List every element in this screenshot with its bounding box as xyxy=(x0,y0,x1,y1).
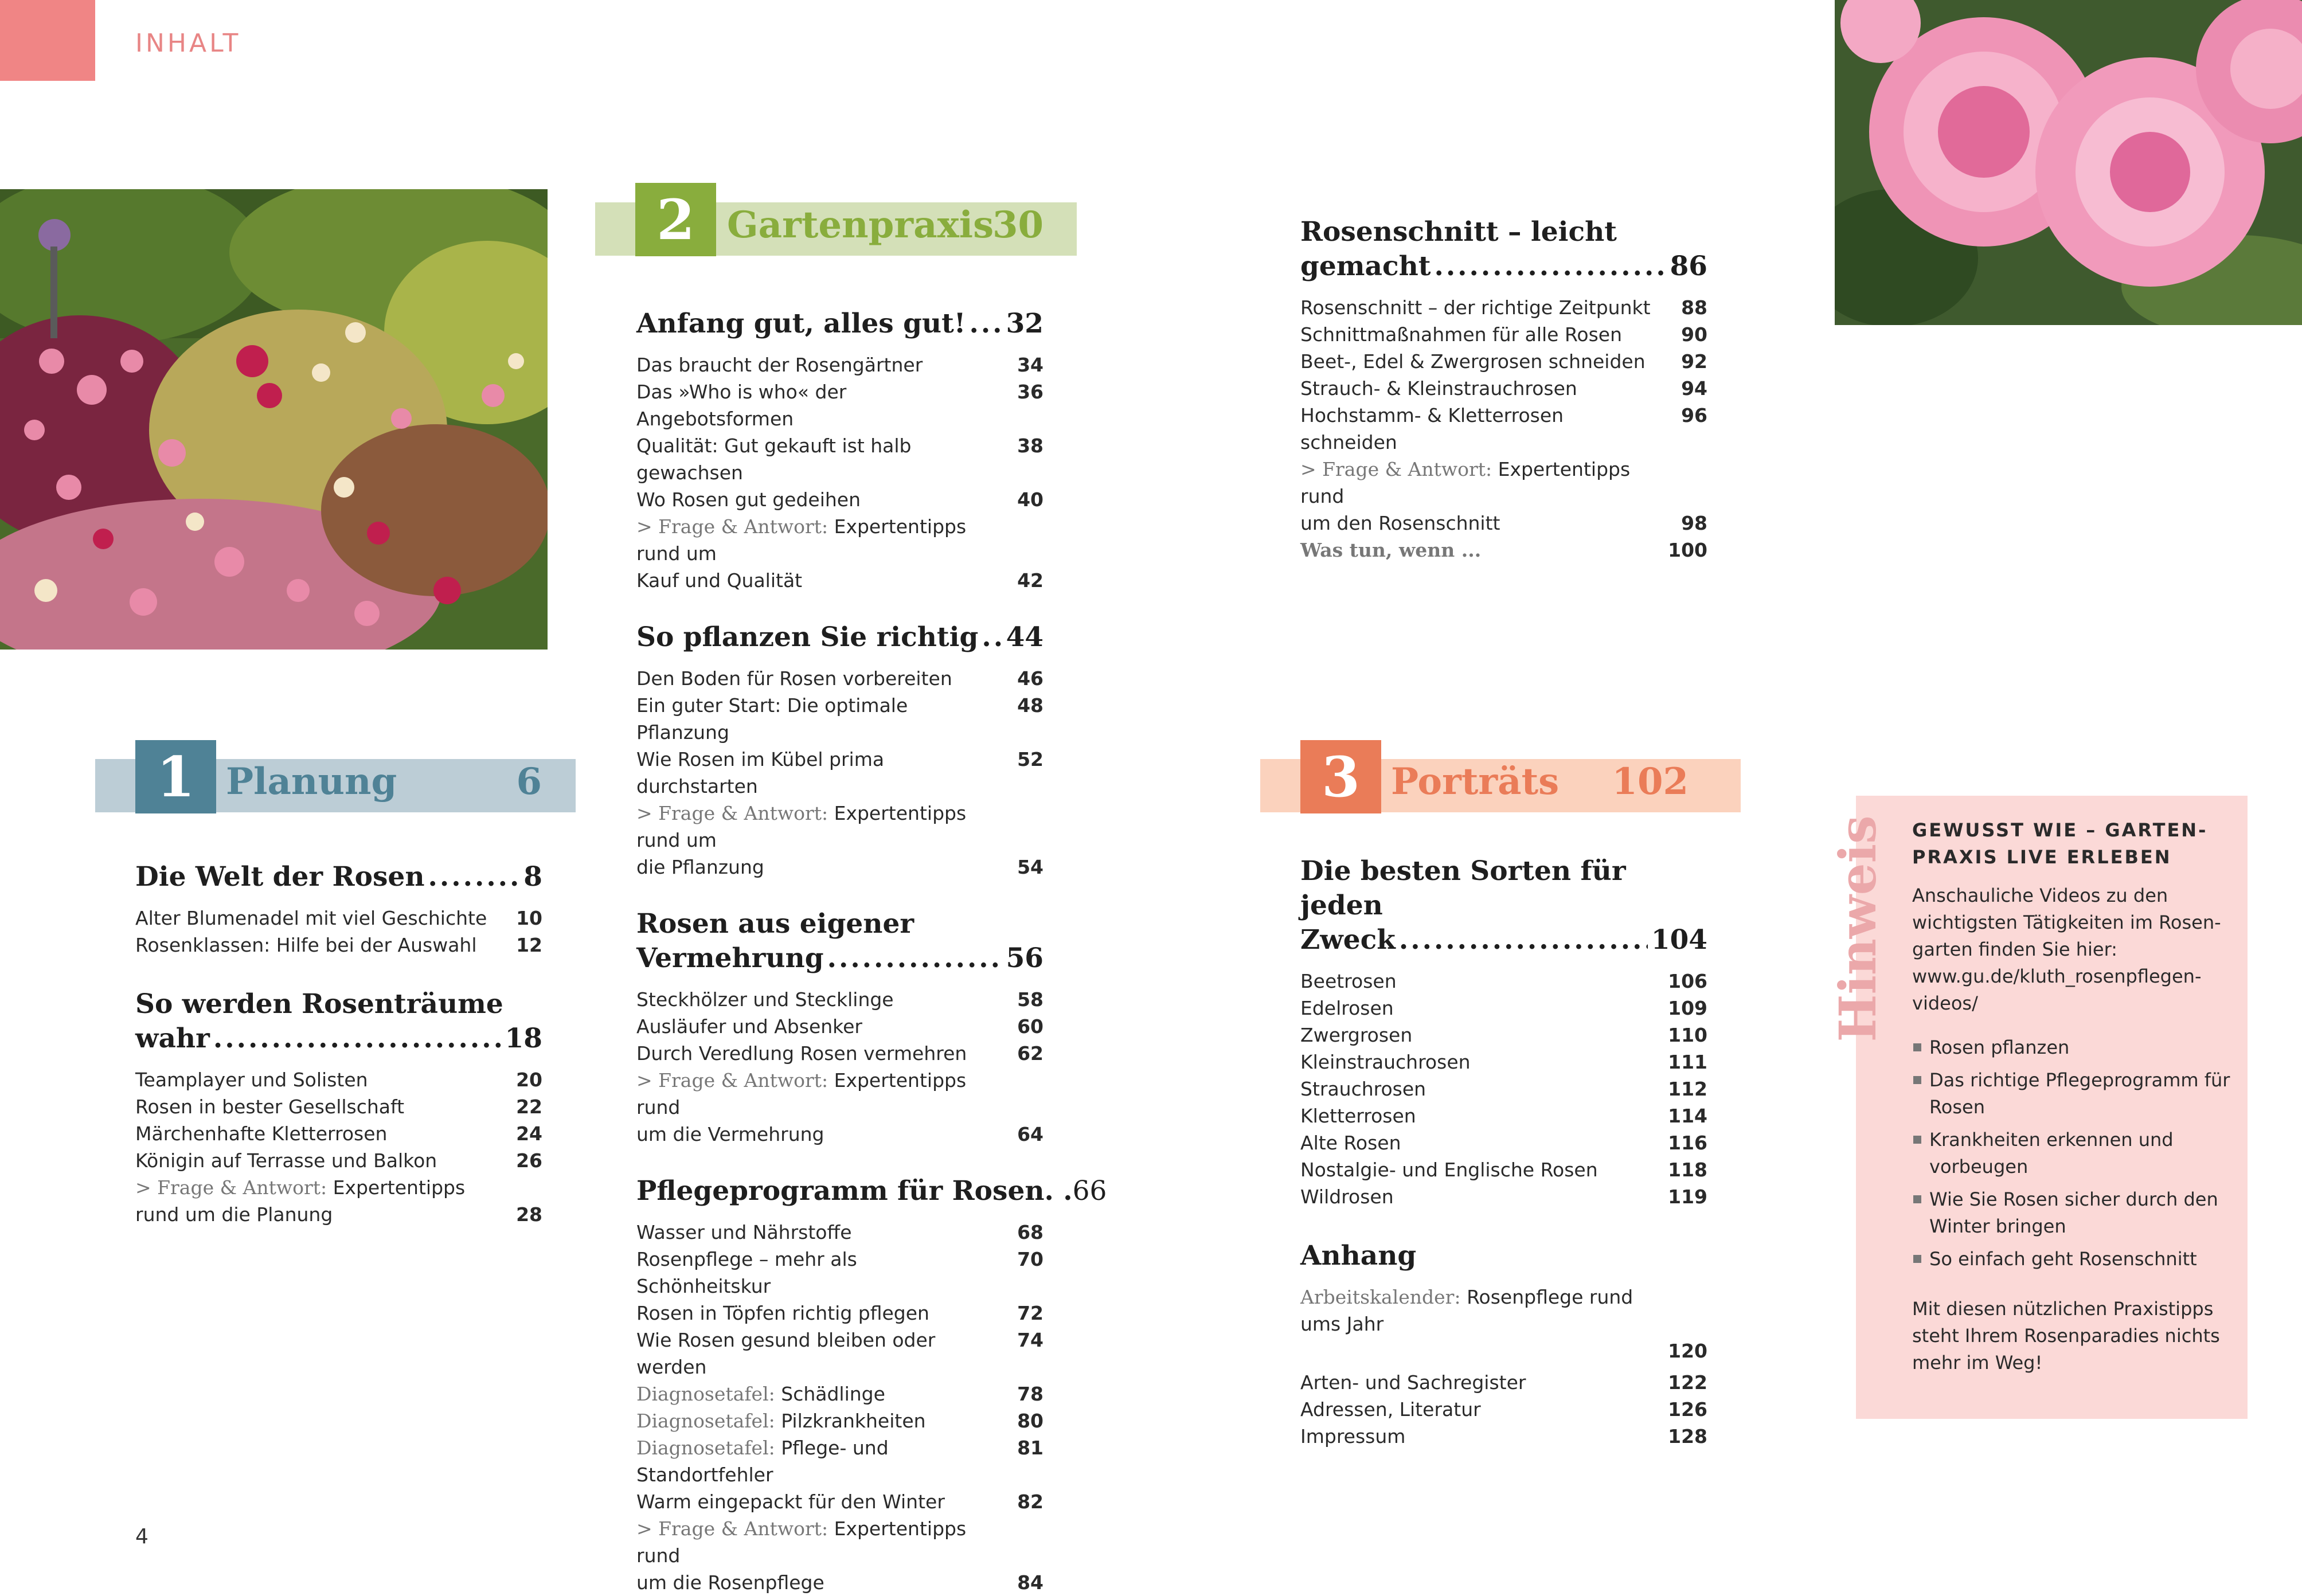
toc-section[interactable] xyxy=(1300,854,1707,957)
toc-entry[interactable] xyxy=(636,513,1043,594)
entry-text: Expertentipps rund xyxy=(636,1517,967,1567)
garden-photo-graphic xyxy=(0,189,548,650)
entry-title: Kletterrosen xyxy=(1300,1105,1416,1127)
entry-text: Expertentipps rund xyxy=(636,1069,967,1118)
hint-list-item: So einfach geht Rosenschnitt xyxy=(1912,1246,2233,1273)
hint-title-line1: GEWUSST WIE – GARTEN- xyxy=(1912,819,2208,841)
garden-photo xyxy=(0,189,548,650)
entry-title: Rosen in bester Gesellschaft xyxy=(135,1096,405,1118)
entry-page: 12 xyxy=(516,934,542,956)
entry-title xyxy=(1300,537,1667,564)
entry-title: Rosenpflege – mehr als Schönheitskur xyxy=(636,1248,857,1297)
toc-entry[interactable] xyxy=(1300,537,1707,564)
page-number: 4 xyxy=(135,1525,148,1548)
chapter2-page: 30 xyxy=(992,204,1043,247)
toc-entry[interactable] xyxy=(636,1067,1043,1148)
hint-list xyxy=(1912,1034,2233,1273)
entry-page: 34 xyxy=(1017,354,1043,376)
toc-entry[interactable] xyxy=(1300,348,1707,375)
toc-entry[interactable] xyxy=(636,351,1043,378)
frage-antwort-label: > Frage & Antwort: xyxy=(636,1069,828,1092)
toc-entry[interactable] xyxy=(1300,1423,1707,1450)
entry-title: Rosen in Töpfen richtig pflegen xyxy=(636,1302,929,1324)
chapter1-title: Planung xyxy=(226,760,397,803)
dot-leader xyxy=(827,941,1003,976)
entry-text: Schädlinge xyxy=(781,1383,885,1405)
toc-entry[interactable] xyxy=(1300,294,1707,321)
section-title-line2: wahr xyxy=(135,1023,210,1054)
frage-antwort-label: > Frage & Antwort: xyxy=(135,1176,327,1199)
entry-page: 36 xyxy=(1017,381,1043,403)
entry-page: 28 xyxy=(516,1203,542,1226)
toc-entry[interactable] xyxy=(636,1040,1043,1067)
toc-entry[interactable] xyxy=(135,932,542,959)
entry-text: Expertentipps rund um xyxy=(636,802,967,851)
hint-content xyxy=(1912,817,2233,1376)
toc-entry[interactable] xyxy=(636,1488,1043,1515)
chapter2-number: 2 xyxy=(635,183,716,256)
entry-page: 82 xyxy=(1017,1491,1043,1513)
toc-entry[interactable] xyxy=(636,378,1043,432)
toc-section[interactable] xyxy=(1300,215,1707,284)
section-title-line2: Vermehrung xyxy=(636,942,824,974)
section-title-line1: Die besten Sorten für jeden xyxy=(1300,855,1626,921)
toc-entry[interactable] xyxy=(636,665,1043,692)
toc-entry[interactable] xyxy=(636,692,1043,746)
entry-title: Kleinstrauchrosen xyxy=(1300,1051,1471,1073)
toc-section[interactable] xyxy=(636,620,1043,655)
dot-leader xyxy=(1434,249,1666,284)
entry-page: 48 xyxy=(1017,694,1043,717)
entry-title: Wie Rosen im Kübel prima durchstarten xyxy=(636,748,885,797)
entry-page: 64 xyxy=(1017,1123,1043,1145)
entry-title: Beetrosen xyxy=(1300,970,1397,992)
dot-leader xyxy=(982,620,1002,655)
entry-title: Wie Rosen gesund bleiben oder werden xyxy=(636,1329,936,1378)
toc-entry[interactable] xyxy=(636,1434,1043,1488)
diagnosetafel-label: Diagnosetafel: xyxy=(636,1383,775,1405)
section-title-line1: So werden Rosenträume xyxy=(135,988,503,1020)
entry-text: Pflege- und Standortfehler xyxy=(636,1437,889,1486)
hint-list-item: Krankheiten erkennen und vorbeugen xyxy=(1912,1126,2233,1180)
entry-title: Ein guter Start: Die optimale Pflanzung xyxy=(636,694,908,744)
entry-title: Ausläufer und Absenker xyxy=(636,1015,862,1038)
entry-title: Impressum xyxy=(1300,1425,1406,1448)
entry-page: 26 xyxy=(516,1149,542,1172)
hint-outro: Mit diesen nützlichen Praxistipps steht Ihrem Rosenparadies nichts mehr im Weg! xyxy=(1912,1298,2220,1374)
toc-entry[interactable] xyxy=(1300,1183,1707,1210)
chapter3-toc xyxy=(1300,854,1707,1450)
entry-page: 22 xyxy=(516,1096,542,1118)
entry-title: Das braucht der Rosengärtner xyxy=(636,354,923,376)
hint-list-item: Rosen pflanzen xyxy=(1912,1034,2233,1061)
toc-entry[interactable] xyxy=(135,1093,542,1120)
entry-title: Edelrosen xyxy=(1300,997,1394,1019)
rose-photo-graphic xyxy=(1835,0,2302,325)
entry-title: Beet-, Edel & Zwergrosen schneiden xyxy=(1300,350,1646,373)
section-page: 104 xyxy=(1651,924,1707,956)
toc-entry[interactable] xyxy=(636,486,1043,513)
entry-title: Wo Rosen gut gedeihen xyxy=(636,488,861,511)
hint-vertical-label xyxy=(1828,815,1887,1042)
chapter1-number: 1 xyxy=(135,740,216,813)
entry-page: 42 xyxy=(1017,569,1043,592)
dot-leader xyxy=(428,860,521,894)
toc-entry[interactable] xyxy=(636,746,1043,800)
frage-antwort-label: > Frage & Antwort: xyxy=(636,1517,828,1540)
entry-text-line2: die Pflanzung xyxy=(636,856,764,878)
entry-text: Pilzkrankheiten xyxy=(781,1410,926,1432)
entry-page: 128 xyxy=(1668,1425,1707,1448)
entry-title: Hochstamm- & Kletterrosen schneiden xyxy=(1300,404,1564,453)
entry-title: Arten- und Sachregister xyxy=(1300,1371,1526,1394)
toc-entry[interactable] xyxy=(135,1147,542,1174)
entry-page: 116 xyxy=(1668,1132,1707,1154)
entry-page: 10 xyxy=(516,907,542,929)
entry-title: Strauchrosen xyxy=(1300,1078,1426,1100)
section-page: 44 xyxy=(1006,621,1043,653)
toc-section[interactable] xyxy=(636,907,1043,976)
entry-text: Expertentipps rund xyxy=(1300,458,1631,507)
entry-title: Teamplayer und Solisten xyxy=(135,1069,368,1091)
entry-page: 106 xyxy=(1668,970,1707,992)
entry-page: 62 xyxy=(1017,1042,1043,1065)
entry-page: 111 xyxy=(1668,1051,1707,1073)
toc-entry[interactable] xyxy=(135,1174,542,1228)
toc-entry[interactable] xyxy=(636,1407,1043,1434)
entry-page: 88 xyxy=(1681,296,1707,319)
entry-title: Schnittmaßnahmen für alle Rosen xyxy=(1300,323,1623,346)
chapter3-page: 102 xyxy=(1612,760,1689,803)
section-title-line2: Zweck xyxy=(1300,924,1396,956)
toc-entry[interactable] xyxy=(1300,456,1707,537)
entry-title: Qualität: Gut gekauft ist halb gewachsen xyxy=(636,435,912,484)
chapter3-title: Porträts xyxy=(1391,760,1560,803)
entry-text: Expertentipps xyxy=(333,1176,466,1199)
entry-page: 70 xyxy=(1017,1248,1043,1270)
section-title-line2: gemacht xyxy=(1300,251,1431,282)
toc-entry[interactable] xyxy=(135,1120,542,1147)
arbeitskalender-label: Arbeitskalender: xyxy=(1300,1286,1461,1308)
entry-page: 92 xyxy=(1681,350,1707,373)
toc-entry[interactable] xyxy=(636,432,1043,486)
section-title: Pflegeprogramm für Rosen. . xyxy=(636,1175,1073,1207)
entry-title: Alte Rosen xyxy=(1300,1132,1401,1154)
entry-title xyxy=(636,1407,1003,1434)
entry-page: 119 xyxy=(1668,1186,1707,1208)
entry-text: Rosenpflege rund ums Jahr xyxy=(1300,1286,1633,1335)
entry-title xyxy=(135,1174,502,1228)
chapter3-number: 3 xyxy=(1300,740,1381,813)
entry-page: 74 xyxy=(1017,1329,1043,1351)
entry-page: 94 xyxy=(1681,377,1707,400)
entry-page: 112 xyxy=(1668,1078,1707,1100)
entry-title: Nostalgie- und Englische Rosen xyxy=(1300,1159,1598,1181)
section-page: 66 xyxy=(1072,1175,1107,1207)
section-title-line1: Rosen aus eigener xyxy=(636,908,914,940)
entry-page: 109 xyxy=(1668,997,1707,1019)
entry-page: 20 xyxy=(516,1069,542,1091)
entry-title xyxy=(636,1067,1003,1148)
section-page: 8 xyxy=(523,861,542,893)
entry-title: Zwergrosen xyxy=(1300,1024,1413,1046)
toc-entry[interactable] xyxy=(1300,995,1707,1022)
entry-title: Rosenschnitt – der richtige Zeitpunkt xyxy=(1300,296,1651,319)
section-title-line1: Rosenschnitt – leicht xyxy=(1300,216,1617,248)
toc-entry[interactable] xyxy=(636,1246,1043,1300)
entry-title xyxy=(636,1515,1003,1596)
toc-entry[interactable] xyxy=(135,905,542,932)
entry-title xyxy=(636,513,1003,594)
toc-entry[interactable] xyxy=(1300,1075,1707,1102)
toc-section[interactable] xyxy=(135,860,542,894)
header-color-block xyxy=(0,0,95,81)
entry-page: 120 xyxy=(1668,1340,1707,1362)
entry-page: 114 xyxy=(1668,1105,1707,1127)
hint-list-item: Wie Sie Rosen sicher durch den Winter bringen xyxy=(1912,1186,2233,1240)
entry-page: 78 xyxy=(1017,1383,1043,1405)
toc-entry[interactable] xyxy=(1300,1369,1707,1396)
toc-entry[interactable] xyxy=(1300,968,1707,995)
entry-title: Wasser und Nährstoffe xyxy=(636,1221,852,1243)
toc-entry[interactable] xyxy=(636,1300,1043,1327)
entry-title xyxy=(1300,456,1667,537)
entry-title xyxy=(636,1434,1003,1488)
entry-page: 46 xyxy=(1017,667,1043,690)
section-title: Die Welt der Rosen xyxy=(135,861,425,893)
frage-antwort-label: > Frage & Antwort: xyxy=(636,515,828,538)
entry-title: Das »Who is who« der Angebotsformen xyxy=(636,381,847,430)
toc-entry[interactable] xyxy=(1300,1102,1707,1129)
frage-antwort-label: > Frage & Antwort: xyxy=(636,802,828,824)
chapter1-toc xyxy=(135,860,542,1228)
section-page: 32 xyxy=(1006,308,1043,339)
section-header-label: INHALT xyxy=(135,29,241,58)
toc-entry[interactable] xyxy=(1300,321,1707,348)
rose-photo xyxy=(1835,0,2302,325)
entry-page: 72 xyxy=(1017,1302,1043,1324)
entry-page: 110 xyxy=(1668,1024,1707,1046)
entry-page: 122 xyxy=(1668,1371,1707,1394)
toc-entry[interactable] xyxy=(1300,375,1707,402)
toc-section[interactable] xyxy=(636,307,1043,341)
entry-title: Warm eingepackt für den Winter xyxy=(636,1491,945,1513)
dot-leader xyxy=(213,1022,502,1056)
entry-title xyxy=(1300,1284,1667,1364)
toc-entry[interactable] xyxy=(135,1066,542,1093)
entry-page: 40 xyxy=(1017,488,1043,511)
section-page: 56 xyxy=(1006,942,1043,974)
hint-title-line2: PRAXIS LIVE ERLEBEN xyxy=(1912,846,2172,868)
toc-entry[interactable] xyxy=(1300,1156,1707,1183)
hint-vertical-text: Hinweis xyxy=(1828,815,1887,1042)
toc-entry[interactable] xyxy=(636,1515,1043,1596)
entry-page: 58 xyxy=(1017,988,1043,1011)
entry-text: Expertentipps rund um xyxy=(636,515,967,565)
entry-title: Alter Blumenadel mit viel Geschichte xyxy=(135,907,487,929)
entry-title: Königin auf Terrasse und Balkon xyxy=(135,1149,437,1172)
entry-page: 90 xyxy=(1681,323,1707,346)
toc-entry[interactable] xyxy=(636,986,1043,1013)
hint-intro: Anschauliche Videos zu den wichtigsten Tätigkeiten im Rosen-garten finden Sie hier: www.gu.de/kluth_rosenpflegen-videos/ xyxy=(1912,885,2221,1014)
dot-leader xyxy=(1399,923,1648,957)
entry-page: 24 xyxy=(516,1122,542,1145)
toc-section[interactable] xyxy=(135,987,542,1056)
hint-list-item: Das richtige Pflegeprogramm für Rosen xyxy=(1912,1067,2233,1121)
entry-page: 38 xyxy=(1017,435,1043,457)
toc-entry[interactable] xyxy=(1300,1129,1707,1156)
chapter2-title: Gartenpraxis xyxy=(727,204,994,247)
section-title: Anhang xyxy=(1300,1240,1417,1272)
entry-title: Den Boden für Rosen vorbereiten xyxy=(636,667,952,690)
section-title: So pflanzen Sie richtig xyxy=(636,621,979,653)
entry-title: Steckhölzer und Stecklinge xyxy=(636,988,894,1011)
entry-page: 80 xyxy=(1017,1410,1043,1432)
section-title: Anfang gut, alles gut! xyxy=(636,308,966,339)
entry-text-line2: rund um die Planung xyxy=(135,1203,333,1226)
toc-entry[interactable] xyxy=(636,1219,1043,1246)
entry-title xyxy=(636,800,1003,881)
toc-entry[interactable] xyxy=(1300,1284,1707,1364)
chapter1-page: 6 xyxy=(516,760,542,803)
entry-page: 98 xyxy=(1681,512,1707,534)
entry-page: 54 xyxy=(1017,856,1043,878)
was-tun-label: Was tun, wenn ... xyxy=(1300,539,1482,561)
entry-page: 68 xyxy=(1017,1221,1043,1243)
entry-page: 100 xyxy=(1668,539,1707,561)
entry-title: Strauch- & Kleinstrauchrosen xyxy=(1300,377,1577,400)
entry-page: 126 xyxy=(1668,1398,1707,1421)
entry-text-line2: um die Rosenpflege xyxy=(636,1571,824,1594)
toc-entry[interactable] xyxy=(1300,1396,1707,1423)
entry-text-line2: um die Vermehrung xyxy=(636,1123,824,1145)
toc-entry[interactable] xyxy=(1300,402,1707,456)
toc-entry[interactable] xyxy=(636,1380,1043,1407)
toc-entry[interactable] xyxy=(1300,1049,1707,1075)
entry-page: 118 xyxy=(1668,1159,1707,1181)
section-page: 18 xyxy=(505,1023,542,1054)
toc-entry[interactable] xyxy=(1300,1022,1707,1049)
toc-entry[interactable] xyxy=(636,800,1043,881)
diagnosetafel-label: Diagnosetafel: xyxy=(636,1410,775,1432)
section-page: 86 xyxy=(1670,251,1707,282)
entry-page: 81 xyxy=(1017,1437,1043,1459)
entry-text-line2: um den Rosenschnitt xyxy=(1300,512,1500,534)
toc-section[interactable] xyxy=(636,1174,1107,1208)
entry-page: 60 xyxy=(1017,1015,1043,1038)
diagnosetafel-label: Diagnosetafel: xyxy=(636,1437,775,1459)
entry-page: 96 xyxy=(1681,404,1707,427)
entry-title: Adressen, Literatur xyxy=(1300,1398,1481,1421)
chapter2-toc xyxy=(636,307,1107,1596)
entry-title: Märchenhafte Kletterrosen xyxy=(135,1122,388,1145)
entry-title: Rosenklassen: Hilfe bei der Auswahl xyxy=(135,934,477,956)
toc-section[interactable] xyxy=(1300,1239,1707,1273)
chapter2-toc-continued xyxy=(1300,215,1707,564)
toc-entry[interactable] xyxy=(636,1327,1043,1380)
entry-page: 84 xyxy=(1017,1571,1043,1594)
toc-entry[interactable] xyxy=(636,1013,1043,1040)
dot-leader xyxy=(969,307,1002,341)
frage-antwort-label: > Frage & Antwort: xyxy=(1300,458,1492,480)
entry-title: Durch Veredlung Rosen vermehren xyxy=(636,1042,967,1065)
entry-text-line2: Kauf und Qualität xyxy=(636,569,803,592)
entry-title: Wildrosen xyxy=(1300,1186,1394,1208)
entry-page: 52 xyxy=(1017,748,1043,770)
entry-title xyxy=(636,1380,1003,1407)
